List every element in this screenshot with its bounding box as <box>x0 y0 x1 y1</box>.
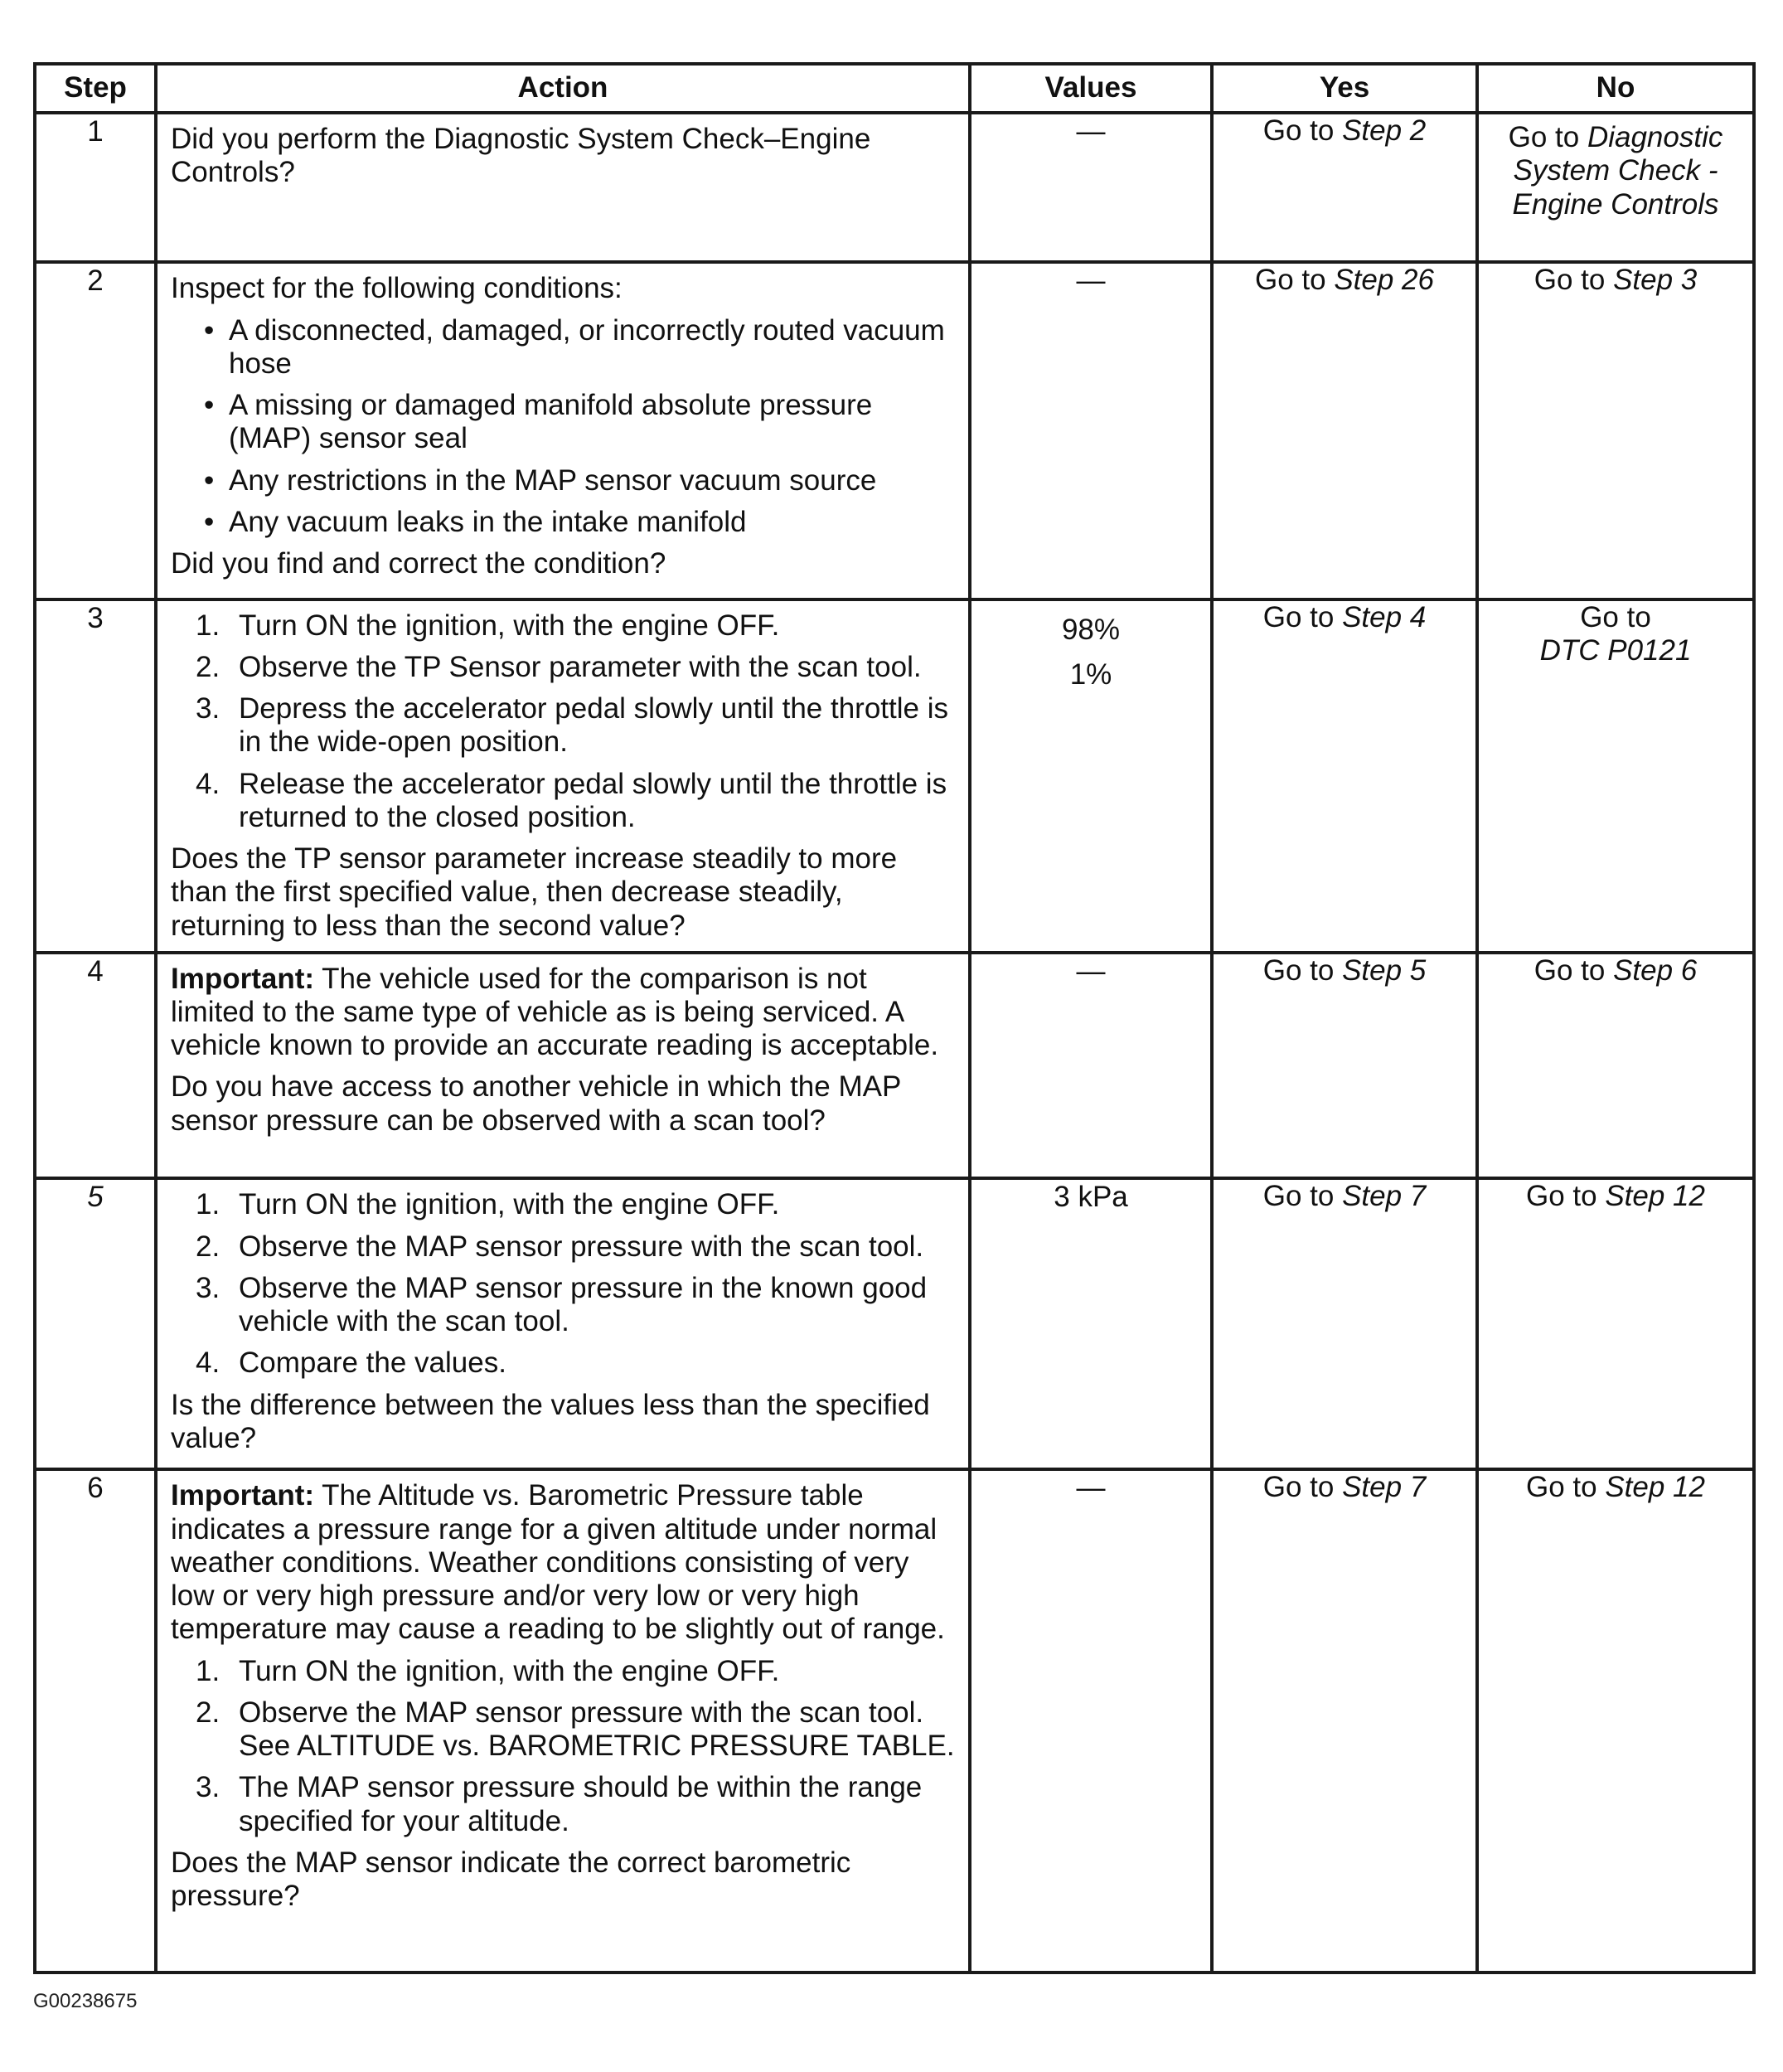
step-number: 5 <box>35 1178 156 1469</box>
action-text: Did you perform the Diagnostic System Check–Engine Controls? <box>171 123 871 189</box>
no-cell <box>1477 262 1754 599</box>
list-item: 2. Observe the TP Sensor parameter with the scan tool. <box>196 650 922 683</box>
values-cell <box>970 599 1212 953</box>
list-item: 1. Turn ON the ignition, with the engine OFF. <box>196 1654 780 1687</box>
diagnostic-table <box>33 62 1756 1974</box>
bullet-icon: • <box>204 313 215 347</box>
table-row <box>35 113 1754 262</box>
yes-step-ref: Step 26 <box>1334 264 1434 297</box>
no-cell <box>1477 599 1754 953</box>
step-number: 2 <box>35 262 156 599</box>
no-step-ref: Step 12 <box>1605 1471 1705 1504</box>
list-item: 2. Observe the MAP sensor pressure with the scan tool. See ALTITUDE vs. BAROMETRIC PRESSURE TABLE. <box>196 1696 955 1763</box>
table-row <box>35 1469 1754 1973</box>
values-cell: — <box>970 1469 1212 1973</box>
no-prefix: Go to <box>1580 600 1651 633</box>
no-prefix: Go to <box>1508 121 1587 153</box>
table-row <box>35 1178 1754 1469</box>
table-row <box>35 953 1754 1179</box>
no-step-ref: Step 6 <box>1613 954 1698 987</box>
yes-prefix: Go to <box>1262 954 1343 987</box>
yes-cell <box>1212 1178 1477 1469</box>
bullet-icon: • <box>204 505 215 538</box>
yes-cell <box>1212 113 1477 262</box>
list-item: • Any vacuum leaks in the intake manifold <box>204 505 747 538</box>
no-prefix: Go to <box>1526 1180 1606 1213</box>
list-item: 3. Depress the accelerator pedal slowly until the throttle is in the wide-open position. <box>196 692 948 759</box>
bullet-icon: • <box>204 389 215 422</box>
yes-prefix: Go to <box>1262 1180 1343 1213</box>
action-cell <box>156 262 970 599</box>
action-question: Is the difference between the values less than the specified value? <box>171 1388 930 1454</box>
yes-prefix: Go to <box>1262 600 1343 633</box>
list-item: 4. Release the accelerator pedal slowly until the throttle is returned to the closed position. <box>196 767 947 833</box>
values-cell: — <box>970 113 1212 262</box>
yes-step-ref: Step 7 <box>1342 1180 1427 1213</box>
action-cell <box>156 1178 970 1469</box>
list-item: • Any restrictions in the MAP sensor vacuum source <box>204 463 877 497</box>
important-label: Important: <box>171 1479 315 1512</box>
action-cell <box>156 599 970 953</box>
action-question: Does the MAP sensor indicate the correct barometric pressure? <box>171 1846 851 1913</box>
values-cell: — <box>970 262 1212 599</box>
list-item: • A missing or damaged manifold absolute pressure (MAP) sensor seal <box>204 389 873 455</box>
list-item: 2. Observe the MAP sensor pressure with the scan tool. <box>196 1230 924 1263</box>
action-question: Does the TP sensor parameter increase steadily to more than the first specified value, then decrease steadily, returning to less than the second value? <box>171 842 898 942</box>
no-step-ref: Step 12 <box>1605 1180 1705 1213</box>
important-label: Important: <box>171 962 315 995</box>
yes-step-ref: Step 4 <box>1342 600 1427 633</box>
table-row <box>35 262 1754 599</box>
figure-id: G00238675 <box>33 1990 138 2012</box>
header-yes: Yes <box>1212 64 1477 113</box>
procedure-list <box>171 609 957 835</box>
action-question: Did you find and correct the condition? <box>171 547 666 580</box>
procedure-list <box>171 1655 957 1838</box>
yes-cell <box>1212 599 1477 953</box>
no-prefix: Go to <box>1533 954 1614 987</box>
important-note: Important: The Altitude vs. Barometric Pressure table indicates a pressure range for a given altitude under normal weather conditions. Weather conditions consisting of very low or very high pressure and/or very low or very high temperature may cause a reading to be slightly out of range. <box>171 1479 945 1646</box>
action-cell <box>156 1469 970 1973</box>
action-cell <box>156 953 970 1179</box>
values-cell: 3 kPa <box>970 1178 1212 1469</box>
yes-step-ref: Step 5 <box>1342 954 1427 987</box>
list-item: 1. Turn ON the ignition, with the engine OFF. <box>196 1188 780 1221</box>
value-max: 98% <box>1061 613 1121 646</box>
no-cell <box>1477 1469 1754 1973</box>
no-step-ref: Diagnostic System Check - Engine Controls <box>1512 121 1723 221</box>
important-note: Important: The vehicle used for the comparison is not limited to the same type of vehicle as is being serviced. A vehicle known to provide an accurate reading is acceptable. <box>171 962 939 1062</box>
action-intro: Inspect for the following conditions: <box>171 272 623 305</box>
no-cell <box>1477 953 1754 1179</box>
no-step-ref: DTC P0121 <box>1539 633 1692 667</box>
yes-cell <box>1212 1469 1477 1973</box>
value-min: 1% <box>1069 658 1112 691</box>
header-values: Values <box>970 64 1212 113</box>
table-row <box>35 599 1754 953</box>
yes-cell <box>1212 953 1477 1179</box>
no-cell <box>1477 1178 1754 1469</box>
header-no: No <box>1477 64 1754 113</box>
no-prefix: Go to <box>1526 1471 1606 1504</box>
list-item: 3. Observe the MAP sensor pressure in the known good vehicle with the scan tool. <box>196 1271 928 1338</box>
step-number: 6 <box>35 1469 156 1973</box>
header-action: Action <box>156 64 970 113</box>
bullet-icon: • <box>204 463 215 497</box>
no-cell <box>1477 113 1754 262</box>
values-cell: — <box>970 953 1212 1179</box>
procedure-list <box>171 1188 957 1380</box>
header-step: Step <box>35 64 156 113</box>
header-row <box>35 64 1754 113</box>
list-item: 4. Compare the values. <box>196 1347 506 1380</box>
list-item: 3. The MAP sensor pressure should be within the range specified for your altitude. <box>196 1771 923 1837</box>
condition-list <box>171 314 957 540</box>
yes-step-ref: Step 2 <box>1342 114 1427 147</box>
step-number: 4 <box>35 953 156 1179</box>
step-number: 1 <box>35 113 156 262</box>
step-number: 3 <box>35 599 156 953</box>
yes-cell <box>1212 262 1477 599</box>
yes-prefix: Go to <box>1255 264 1335 297</box>
action-cell <box>156 113 970 262</box>
no-prefix: Go to <box>1533 264 1614 297</box>
list-item: • A disconnected, damaged, or incorrectly routed vacuum hose <box>204 313 945 380</box>
no-step-ref: Step 3 <box>1613 264 1698 297</box>
list-item: 1. Turn ON the ignition, with the engine OFF. <box>196 609 780 642</box>
yes-prefix: Go to <box>1262 114 1343 147</box>
yes-step-ref: Step 7 <box>1342 1471 1427 1504</box>
yes-prefix: Go to <box>1262 1471 1343 1504</box>
action-question: Do you have access to another vehicle in which the MAP sensor pressure can be observed with a scan tool? <box>171 1070 901 1137</box>
